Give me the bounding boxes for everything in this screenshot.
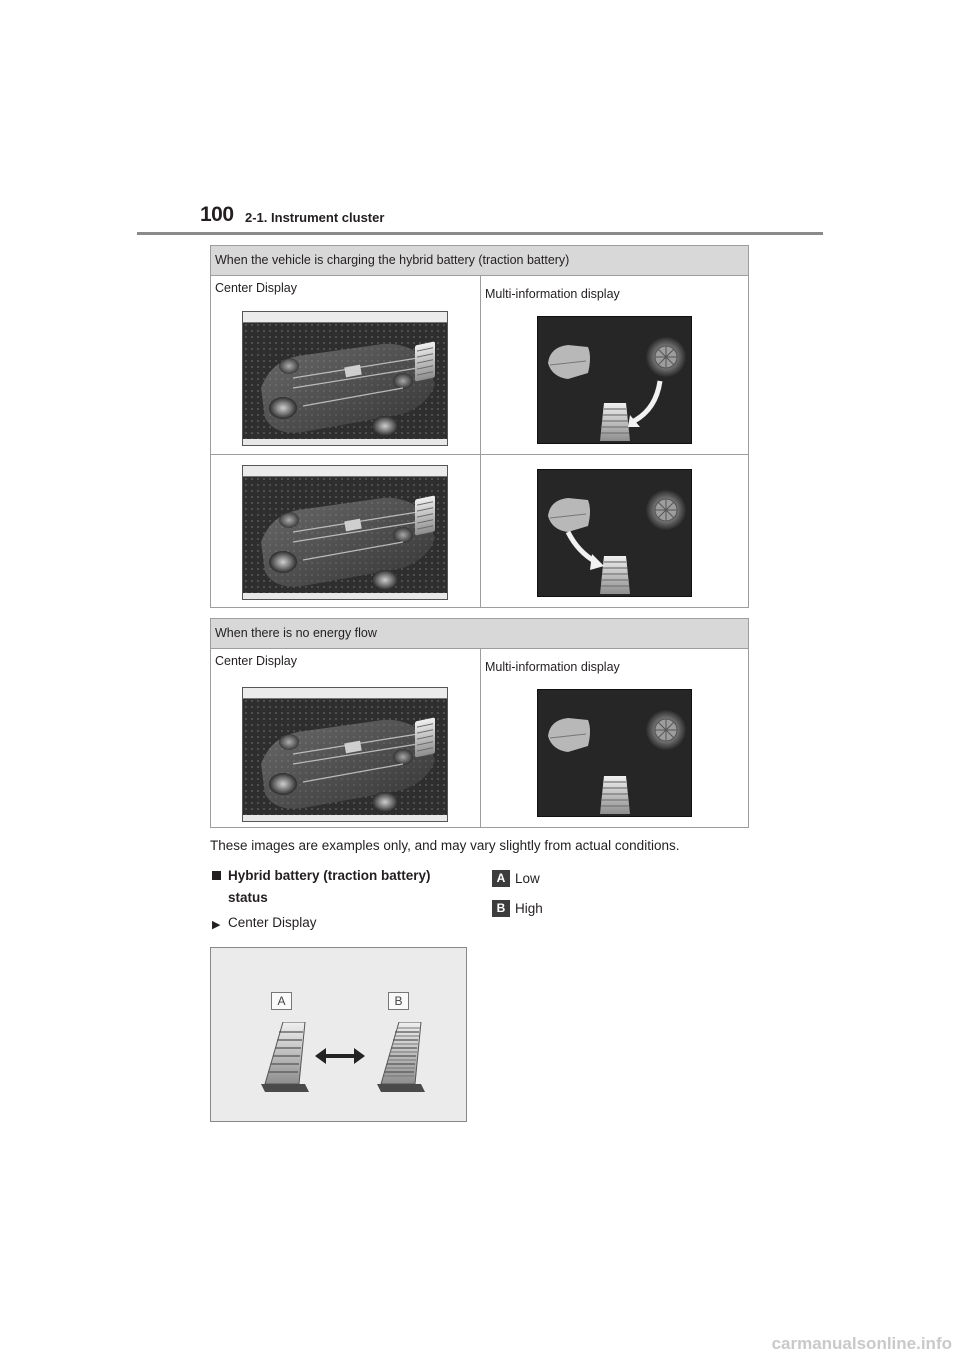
square-bullet-icon [212,871,221,880]
figure-label-a: A [271,992,292,1010]
section-title: 2-1. Instrument cluster [245,210,385,225]
triangle-arrow-icon: ▶ [212,919,221,931]
legend-key-b: B [492,900,510,917]
table-row-divider [211,454,748,455]
table-divider [480,275,481,607]
header-rule [137,232,823,235]
mid-display-image-charging-1 [537,316,692,444]
charging-table [210,245,749,608]
battery-status-figure [210,947,467,1122]
battery-high-icon [371,1022,433,1094]
battery-status-heading: Hybrid battery (traction battery) status [228,868,431,905]
no-flow-table [210,618,749,828]
center-display-sub-item: Center Display [228,915,317,930]
legend-label-low: Low [515,871,540,886]
center-display-image-no-flow [242,687,448,822]
watermark: carmanualsonline.info [771,1334,952,1353]
center-display-image-charging-2 [242,465,448,600]
center-display-image-charging-1 [242,311,448,446]
multi-info-display-label: Multi-information display [485,287,620,301]
no-flow-table-heading: When there is no energy flow [211,619,748,649]
legend-key-a: A [492,870,510,887]
center-display-label: Center Display [215,654,297,668]
page-number: 100 [200,203,234,226]
double-arrow-icon [315,1044,365,1068]
legend-label-high: High [515,901,543,916]
figure-label-b: B [388,992,409,1010]
mid-display-image-no-flow [537,689,692,817]
mid-display-image-charging-2 [537,469,692,597]
disclaimer-note: These images are examples only, and may vary slightly from actual conditions. [210,838,680,853]
battery-low-icon [259,1022,313,1094]
multi-info-display-label: Multi-information display [485,660,620,674]
center-display-label: Center Display [215,281,297,295]
table-divider [480,648,481,827]
charging-table-heading: When the vehicle is charging the hybrid battery (traction battery) [211,246,748,276]
